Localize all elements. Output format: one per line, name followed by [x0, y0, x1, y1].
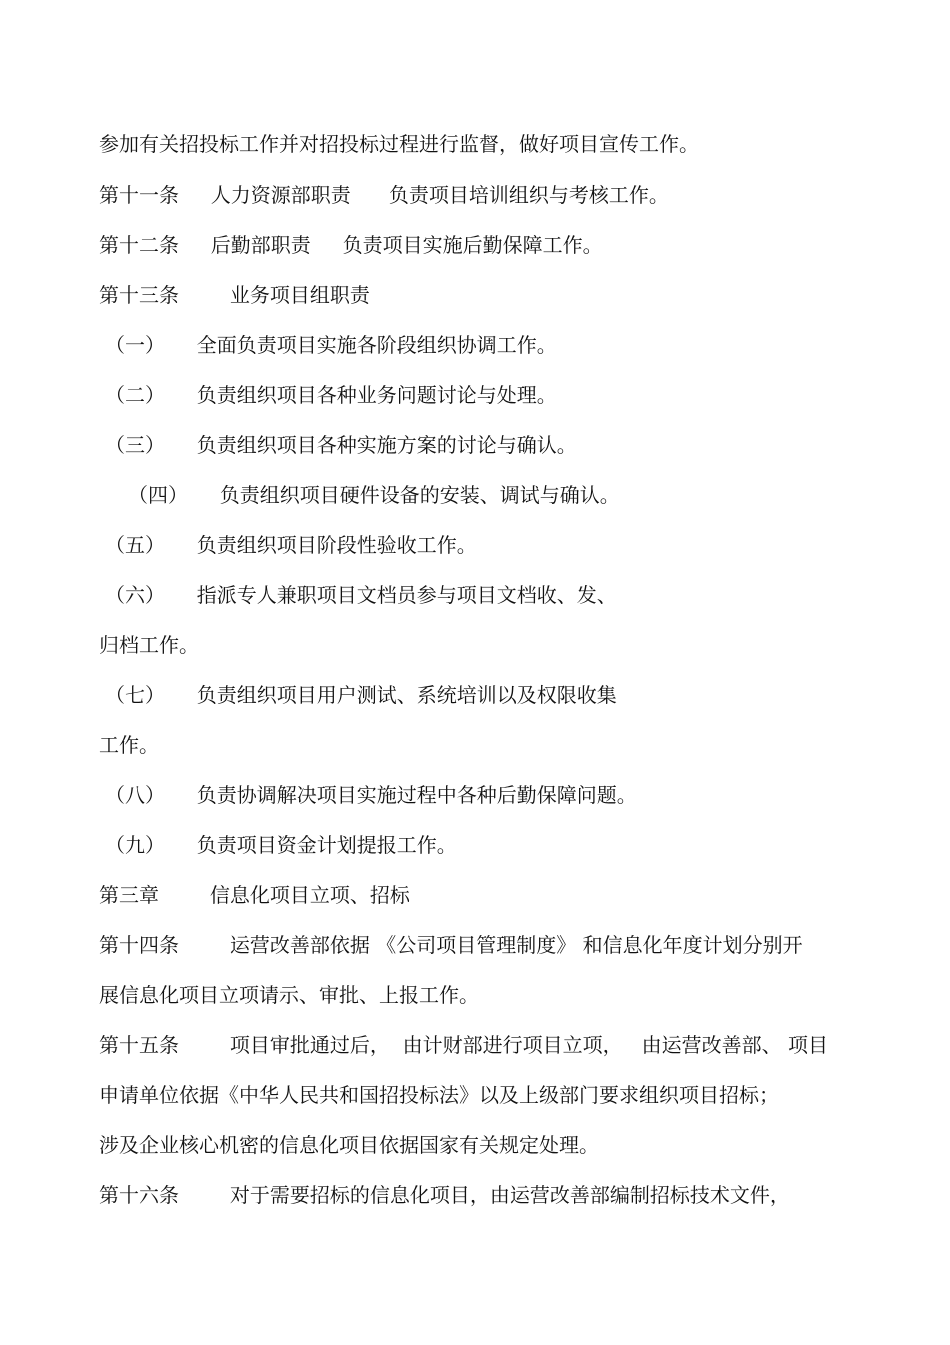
article-11: 第十一条 人力资源部职责 负责项目培训组织与考核工作。 — [99, 183, 669, 207]
chapter-3-heading: 第三章 信息化项目立项、招标 — [99, 883, 410, 907]
list-item-7-continued: 工作。 — [99, 733, 159, 757]
list-item-5: （五） 负责组织项目阶段性验收工作。 — [105, 533, 477, 557]
list-item-8: （八） 负责协调解决项目实施过程中各种后勤保障问题。 — [105, 783, 637, 807]
list-item-6-continued: 归档工作。 — [99, 633, 199, 657]
article-14-continued: 展信息化项目立项请示、审批、上报工作。 — [99, 983, 479, 1007]
list-item-3: （三） 负责组织项目各种实施方案的讨论与确认。 — [105, 433, 577, 457]
list-item-6: （六） 指派专人兼职项目文档员参与项目文档收、发、 — [105, 583, 617, 607]
article-12: 第十二条 后勤部职责 负责项目实施后勤保障工作。 — [99, 233, 603, 257]
article-15: 第十五条 项目审批通过后， 由计财部进行项目立项， 由运营改善部、 项目 — [99, 1033, 829, 1057]
article-15-continued-1: 申请单位依据《中华人民共和国招投标法》以及上级部门要求组织项目招标； — [99, 1083, 779, 1107]
list-item-2: （二） 负责组织项目各种业务问题讨论与处理。 — [105, 383, 557, 407]
list-item-4: （四） 负责组织项目硬件设备的安装、调试与确认。 — [128, 483, 620, 507]
text-line: 参加有关招投标工作并对招投标过程进行监督，做好项目宣传工作。 — [99, 132, 699, 156]
article-13-heading: 第十三条 业务项目组职责 — [99, 283, 370, 307]
article-16: 第十六条 对于需要招标的信息化项目，由运营改善部编制招标技术文件， — [99, 1183, 790, 1207]
article-14: 第十四条 运营改善部依据 《公司项目管理制度》 和信息化年度计划分别开 — [99, 933, 803, 957]
list-item-7: （七） 负责组织项目用户测试、系统培训以及权限收集 — [105, 683, 617, 707]
list-item-1: （一） 全面负责项目实施各阶段组织协调工作。 — [105, 333, 557, 357]
list-item-9: （九） 负责项目资金计划提报工作。 — [105, 833, 457, 857]
article-15-continued-2: 涉及企业核心机密的信息化项目依据国家有关规定处理。 — [99, 1133, 599, 1157]
